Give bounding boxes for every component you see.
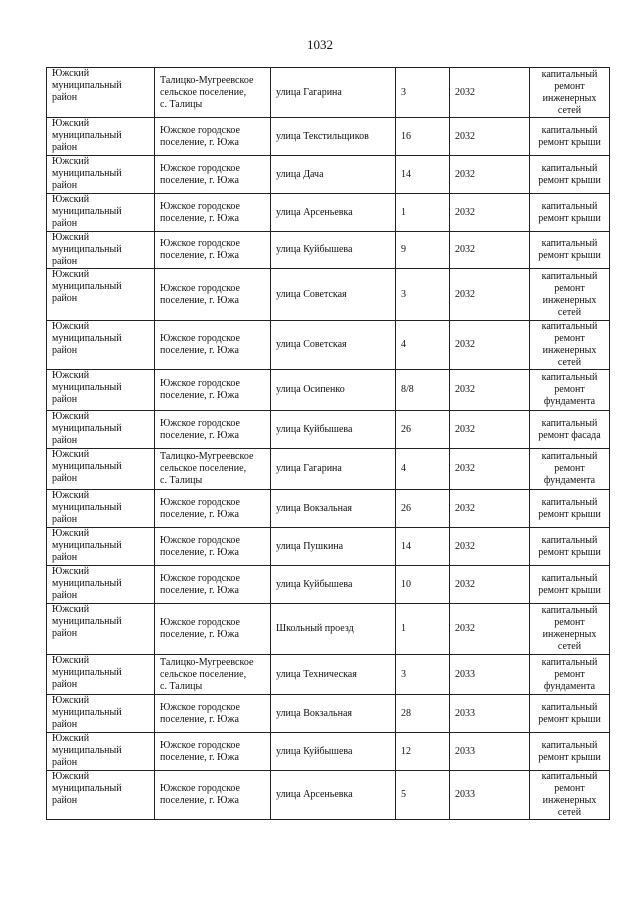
table-row [47,321,610,370]
street-cell: улица Куйбышева [271,411,396,449]
year-cell: 2032 [450,370,530,411]
street-cell: улица Куйбышева [271,566,396,604]
table-row [47,194,610,232]
repair-schedule-table [46,67,610,820]
year-cell: 2032 [450,321,530,370]
year-cell: 2032 [450,411,530,449]
house-number-cell: 9 [396,232,450,269]
table-row [47,655,610,695]
district-cell: Южский муниципальный район [47,528,155,566]
street-cell: улица Гагарина [271,68,396,118]
house-number-cell: 1 [396,194,450,232]
house-number-cell: 26 [396,411,450,449]
street-cell: улица Куйбышева [271,232,396,269]
house-number-cell: 4 [396,321,450,370]
street-cell: улица Пушкина [271,528,396,566]
street-cell: улица Гагарина [271,449,396,490]
table-row [47,733,610,771]
work-type-cell: капитальный ремонт инженерных сетей [530,68,610,118]
street-cell: улица Советская [271,269,396,321]
work-type-cell: капитальный ремонт фасада [530,411,610,449]
street-cell: улица Арсеньевка [271,771,396,820]
year-cell: 2032 [450,604,530,655]
page-number: 1032 [307,37,333,52]
table-body [47,68,610,820]
district-cell: Южский муниципальный район [47,566,155,604]
work-type-cell: капитальный ремонт инженерных сетей [530,321,610,370]
settlement-cell: Южское городское поселение, г. Южа [155,695,271,733]
table-row [47,566,610,604]
year-cell: 2033 [450,733,530,771]
house-number-cell: 5 [396,771,450,820]
settlement-cell: Южское городское поселение, г. Южа [155,194,271,232]
year-cell: 2032 [450,528,530,566]
house-number-cell: 4 [396,449,450,490]
house-number-cell: 3 [396,68,450,118]
table-row [47,695,610,733]
house-number-cell: 1 [396,604,450,655]
table-row [47,771,610,820]
street-cell: улица Осипенко [271,370,396,411]
settlement-cell: Южское городское поселение, г. Южа [155,411,271,449]
settlement-cell: Южское городское поселение, г. Южа [155,118,271,156]
work-type-cell: капитальный ремонт инженерных сетей [530,771,610,820]
year-cell: 2032 [450,232,530,269]
work-type-cell: капитальный ремонт инженерных сетей [530,269,610,321]
district-cell: Южский муниципальный район [47,370,155,411]
year-cell: 2032 [450,156,530,194]
table-row [47,156,610,194]
work-type-cell: капитальный ремонт фундамента [530,655,610,695]
street-cell: улица Арсеньевка [271,194,396,232]
district-cell: Южский муниципальный район [47,68,155,118]
district-cell: Южский муниципальный район [47,118,155,156]
settlement-cell: Южское городское поселение, г. Южа [155,156,271,194]
table-row [47,68,610,118]
house-number-cell: 16 [396,118,450,156]
settlement-cell: Талицко-Мугреевское сельское поселение, с. Талицы [155,68,271,118]
settlement-cell: Южское городское поселение, г. Южа [155,566,271,604]
district-cell: Южский муниципальный район [47,604,155,655]
district-cell: Южский муниципальный район [47,194,155,232]
year-cell: 2033 [450,695,530,733]
district-cell: Южский муниципальный район [47,695,155,733]
table-row [47,528,610,566]
work-type-cell: капитальный ремонт крыши [530,156,610,194]
table-row [47,604,610,655]
district-cell: Южский муниципальный район [47,232,155,269]
house-number-cell: 3 [396,655,450,695]
year-cell: 2032 [450,269,530,321]
table-row [47,370,610,411]
house-number-cell: 10 [396,566,450,604]
work-type-cell: капитальный ремонт крыши [530,695,610,733]
work-type-cell: капитальный ремонт крыши [530,194,610,232]
settlement-cell: Южское городское поселение, г. Южа [155,771,271,820]
year-cell: 2032 [450,490,530,528]
settlement-cell: Южское городское поселение, г. Южа [155,321,271,370]
district-cell: Южский муниципальный район [47,449,155,490]
street-cell: Школьный проезд [271,604,396,655]
table-row [47,232,610,269]
house-number-cell: 14 [396,528,450,566]
year-cell: 2032 [450,118,530,156]
settlement-cell: Южское городское поселение, г. Южа [155,604,271,655]
district-cell: Южский муниципальный район [47,733,155,771]
settlement-cell: Южское городское поселение, г. Южа [155,490,271,528]
work-type-cell: капитальный ремонт крыши [530,232,610,269]
year-cell: 2032 [450,194,530,232]
work-type-cell: капитальный ремонт фундамента [530,449,610,490]
house-number-cell: 12 [396,733,450,771]
street-cell: улица Куйбышева [271,733,396,771]
district-cell: Южский муниципальный район [47,411,155,449]
table-row [47,490,610,528]
work-type-cell: капитальный ремонт крыши [530,528,610,566]
house-number-cell: 26 [396,490,450,528]
district-cell: Южский муниципальный район [47,321,155,370]
work-type-cell: капитальный ремонт крыши [530,118,610,156]
work-type-cell: капитальный ремонт крыши [530,733,610,771]
year-cell: 2032 [450,449,530,490]
work-type-cell: капитальный ремонт инженерных сетей [530,604,610,655]
street-cell: улица Техническая [271,655,396,695]
street-cell: улица Вокзальная [271,695,396,733]
street-cell: улица Текстильщиков [271,118,396,156]
settlement-cell: Талицко-Мугреевское сельское поселение, с. Талицы [155,655,271,695]
work-type-cell: капитальный ремонт крыши [530,490,610,528]
house-number-cell: 28 [396,695,450,733]
house-number-cell: 8/8 [396,370,450,411]
settlement-cell: Южское городское поселение, г. Южа [155,528,271,566]
year-cell: 2032 [450,68,530,118]
work-type-cell: капитальный ремонт фундамента [530,370,610,411]
year-cell: 2032 [450,566,530,604]
district-cell: Южский муниципальный район [47,269,155,321]
settlement-cell: Южское городское поселение, г. Южа [155,370,271,411]
district-cell: Южский муниципальный район [47,490,155,528]
table-row [47,269,610,321]
work-type-cell: капитальный ремонт крыши [530,566,610,604]
settlement-cell: Южское городское поселение, г. Южа [155,269,271,321]
house-number-cell: 3 [396,269,450,321]
district-cell: Южский муниципальный район [47,771,155,820]
street-cell: улица Советская [271,321,396,370]
district-cell: Южский муниципальный район [47,156,155,194]
street-cell: улица Вокзальная [271,490,396,528]
year-cell: 2033 [450,771,530,820]
district-cell: Южский муниципальный район [47,655,155,695]
settlement-cell: Южское городское поселение, г. Южа [155,733,271,771]
house-number-cell: 14 [396,156,450,194]
street-cell: улица Дача [271,156,396,194]
table-row [47,449,610,490]
table-row [47,118,610,156]
table-row [47,411,610,449]
settlement-cell: Южское городское поселение, г. Южа [155,232,271,269]
settlement-cell: Талицко-Мугреевское сельское поселение, с. Талицы [155,449,271,490]
year-cell: 2033 [450,655,530,695]
